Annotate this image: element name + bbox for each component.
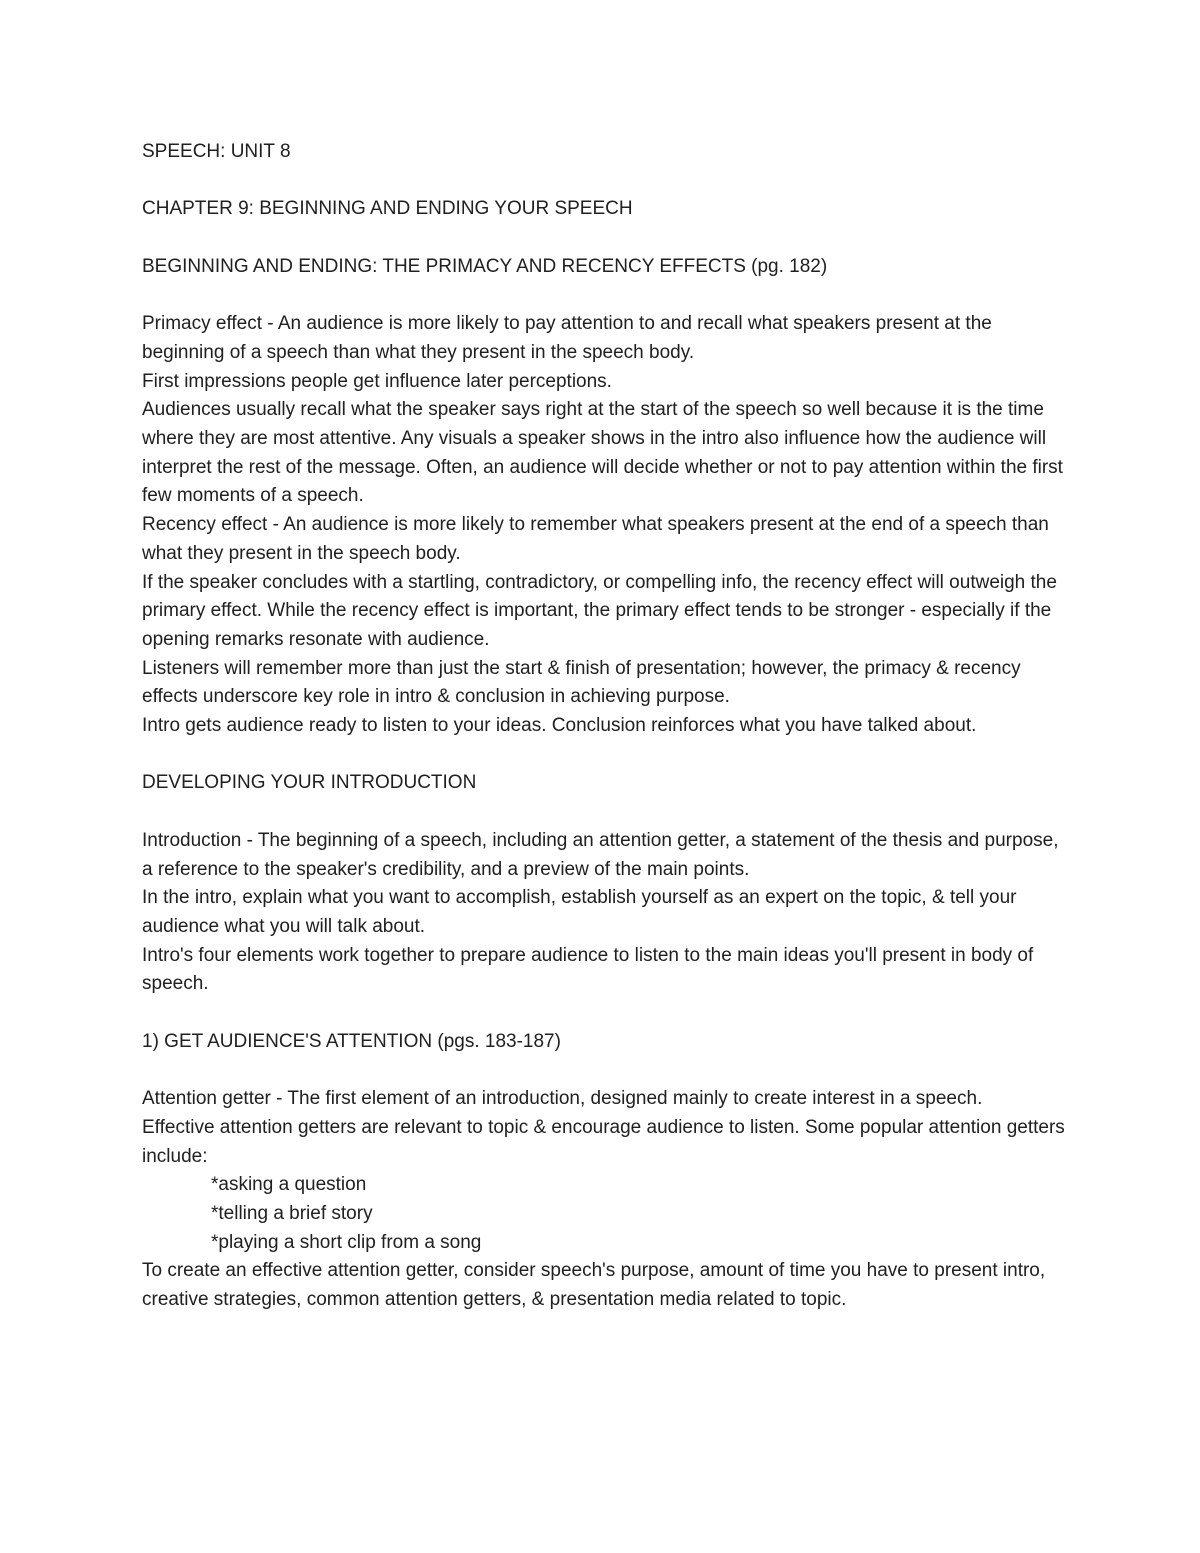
paragraph-speaker-concludes: If the speaker concludes with a startling, contradictory, or compelling info, the recency effect will outweigh the primary effect. While the recency effect is important, the primary effect tends to be stronger - especially if the opening remarks resonate with audience.: [142, 571, 1063, 650]
paragraph-recency-effect: Recency effect - An audience is more likely to remember what speakers present at the end of a speech than what they present in the speech body.: [142, 514, 1055, 564]
document-body: [142, 138, 1072, 1343]
paragraph-primacy-effect: Primacy effect - An audience is more likely to pay attention to and recall what speakers present at the beginning of a speech than what they present in the speech body.: [142, 313, 998, 363]
paragraph-first-impressions: First impressions people get influence later perceptions.: [142, 370, 612, 392]
section-heading-primacy-recency: BEGINNING AND ENDING: THE PRIMACY AND RECENCY EFFECTS (pg. 182): [142, 255, 828, 277]
list-item-asking-question: *asking a question: [211, 1174, 367, 1196]
chapter-heading: CHAPTER 9: BEGINNING AND ENDING YOUR SPEECH: [142, 198, 633, 220]
paragraph-create-attention-getter: To create an effective attention getter, consider speech's purpose, amount of time you have to present intro, creative strategies, common attention getters, & presentation media related to topic.: [142, 1260, 1051, 1311]
paragraph-four-elements: Intro's four elements work together to prepare audience to listen to the main ideas you'll present in body of speech.: [142, 944, 1039, 995]
section-heading-get-attention: 1) GET AUDIENCE'S ATTENTION (pgs. 183-187): [142, 1030, 561, 1052]
paragraph-listeners-remember: Listeners will remember more than just the start & finish of presentation; however, the primacy & recency effects underscore key role in intro & conclusion in achieving purpose.: [142, 657, 1026, 708]
list-item-brief-story: *telling a brief story: [211, 1202, 373, 1224]
section-developing-introduction-body: [142, 827, 1072, 999]
paragraph-effective-attention-getters: Effective attention getters are relevant to topic & encourage audience to listen. Some popular attention getters include:: [142, 1116, 1071, 1167]
paragraph-in-the-intro: In the intro, explain what you want to accomplish, establish yourself as an expert on the topic, & tell your audience what you will talk about.: [142, 887, 1022, 937]
section-primacy-recency-body: [142, 310, 1072, 741]
section-get-attention-body: [142, 1085, 1072, 1315]
section-heading-developing-introduction: DEVELOPING YOUR INTRODUCTION: [142, 772, 477, 794]
document-title: SPEECH: UNIT 8: [142, 141, 291, 162]
list-item-song-clip: *playing a short clip from a song: [211, 1231, 482, 1253]
paragraph-introduction-definition: Introduction - The beginning of a speech, including an attention getter, a statement of the thesis and purpose, a reference to the speaker's credibility, and a preview of the main points.: [142, 829, 1064, 880]
paragraph-audiences-recall: Audiences usually recall what the speaker says right at the start of the speech so well because it is the time where they are most attentive. Any visuals a speaker shows in the intro also influence how the audience will interpret the rest of the message. Often, an audience will decide whether or not to pay attention within the first few moments of a speech.: [142, 399, 1069, 507]
paragraph-attention-getter-definition: Attention getter - The first element of an introduction, designed mainly to create interest in a speech.: [142, 1088, 983, 1110]
paragraph-intro-conclusion: Intro gets audience ready to listen to your ideas. Conclusion reinforces what you have talked about.: [142, 715, 977, 737]
